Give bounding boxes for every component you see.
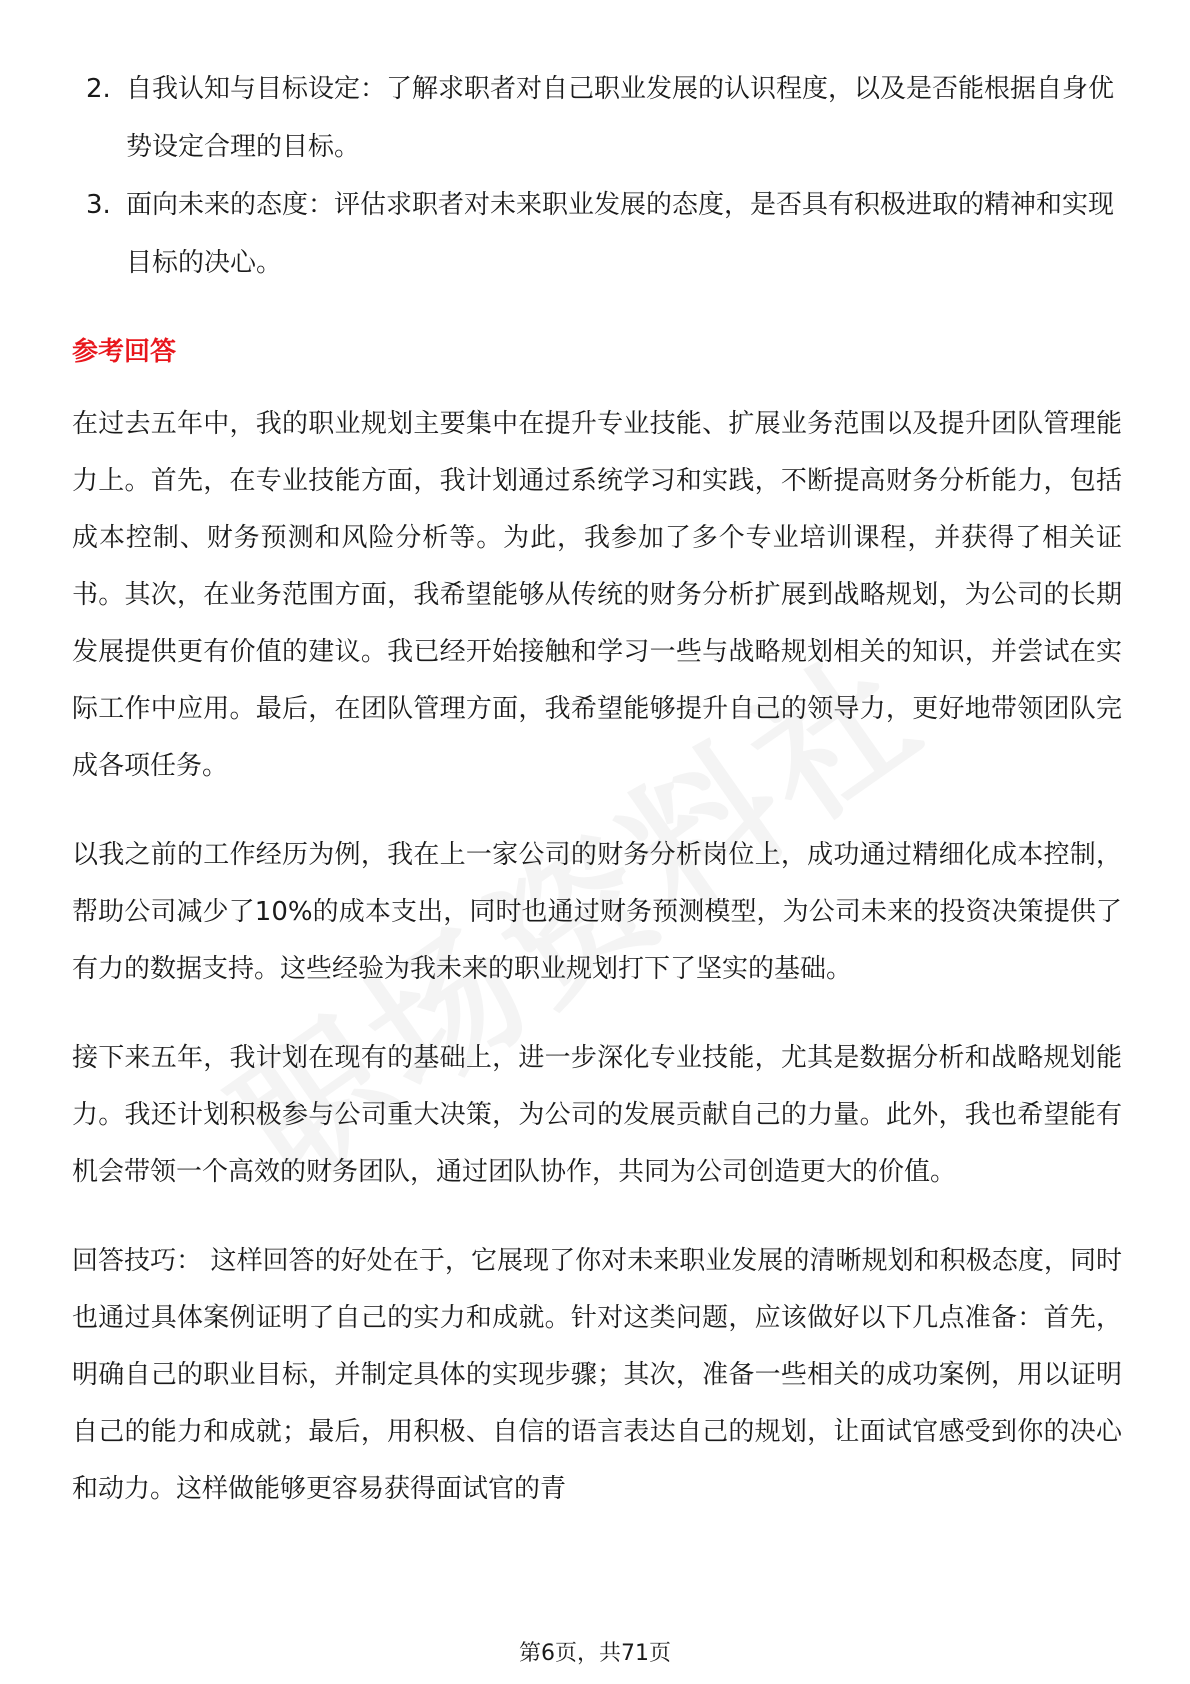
- answer-tip-paragraph: 回答技巧： 这样回答的好处在于，它展现了你对未来职业发展的清晰规划和积极态度，同时也通过具体案例证明了自己的实力和成就。针对这类问题，应该做好以下几点准备：首先，明确自己的职业目标，并制定具体的实现步骤；其次，准备一些相关的成功案例，用以证明自己的能力和成就；最后，用积极、自信的语言表达自己的规划，让面试官感受到你的决心和动力。这样做能够更容易获得面试官的青: [72, 1246, 1122, 1504]
- list-item: [72, 176, 1122, 292]
- list-item: [72, 60, 1122, 176]
- page-number: 第6页，共71页: [519, 1641, 671, 1666]
- paragraph: 在过去五年中，我的职业规划主要集中在提升专业技能、扩展业务范围以及提升团队管理能力上。首先，在专业技能方面，我计划通过系统学习和实践，不断提高财务分析能力，包括成本控制、财务预测和风险分析等。为此，我参加了多个专业培训课程，并获得了相关证书。其次，在业务范围方面，我希望能够从传统的财务分析扩展到战略规划，为公司的长期发展提供更有价值的建议。我已经开始接触和学习一些与战略规划相关的知识，并尝试在实际工作中应用。最后，在团队管理方面，我希望能够提升自己的领导力，更好地带领团队完成各项任务。: [72, 409, 1122, 781]
- list-number: 2.: [86, 74, 111, 104]
- list-text: 自我认知与目标设定：了解求职者对自己职业发展的认识程度，以及是否能根据自身优势设定合理的目标。: [126, 74, 1115, 162]
- page-content: [72, 60, 1122, 1518]
- section-heading: 参考回答: [72, 337, 177, 367]
- list-text: 面向未来的态度：评估求职者对未来职业发展的态度，是否具有积极进取的精神和实现目标的决心。: [126, 190, 1115, 278]
- list-number: 3.: [86, 190, 111, 220]
- paragraph: 以我之前的工作经历为例，我在上一家公司的财务分析岗位上，成功通过精细化成本控制，帮助公司减少了10%的成本支出，同时也通过财务预测模型，为公司未来的投资决策提供了有力的数据支持。这些经验为我未来的职业规划打下了坚实的基础。: [72, 840, 1122, 984]
- paragraph: 接下来五年，我计划在现有的基础上，进一步深化专业技能，尤其是数据分析和战略规划能力。我还计划积极参与公司重大决策，为公司的发展贡献自己的力量。此外，我也希望能有机会带领一个高效的财务团队，通过团队协作，共同为公司创造更大的价值。: [72, 1043, 1122, 1187]
